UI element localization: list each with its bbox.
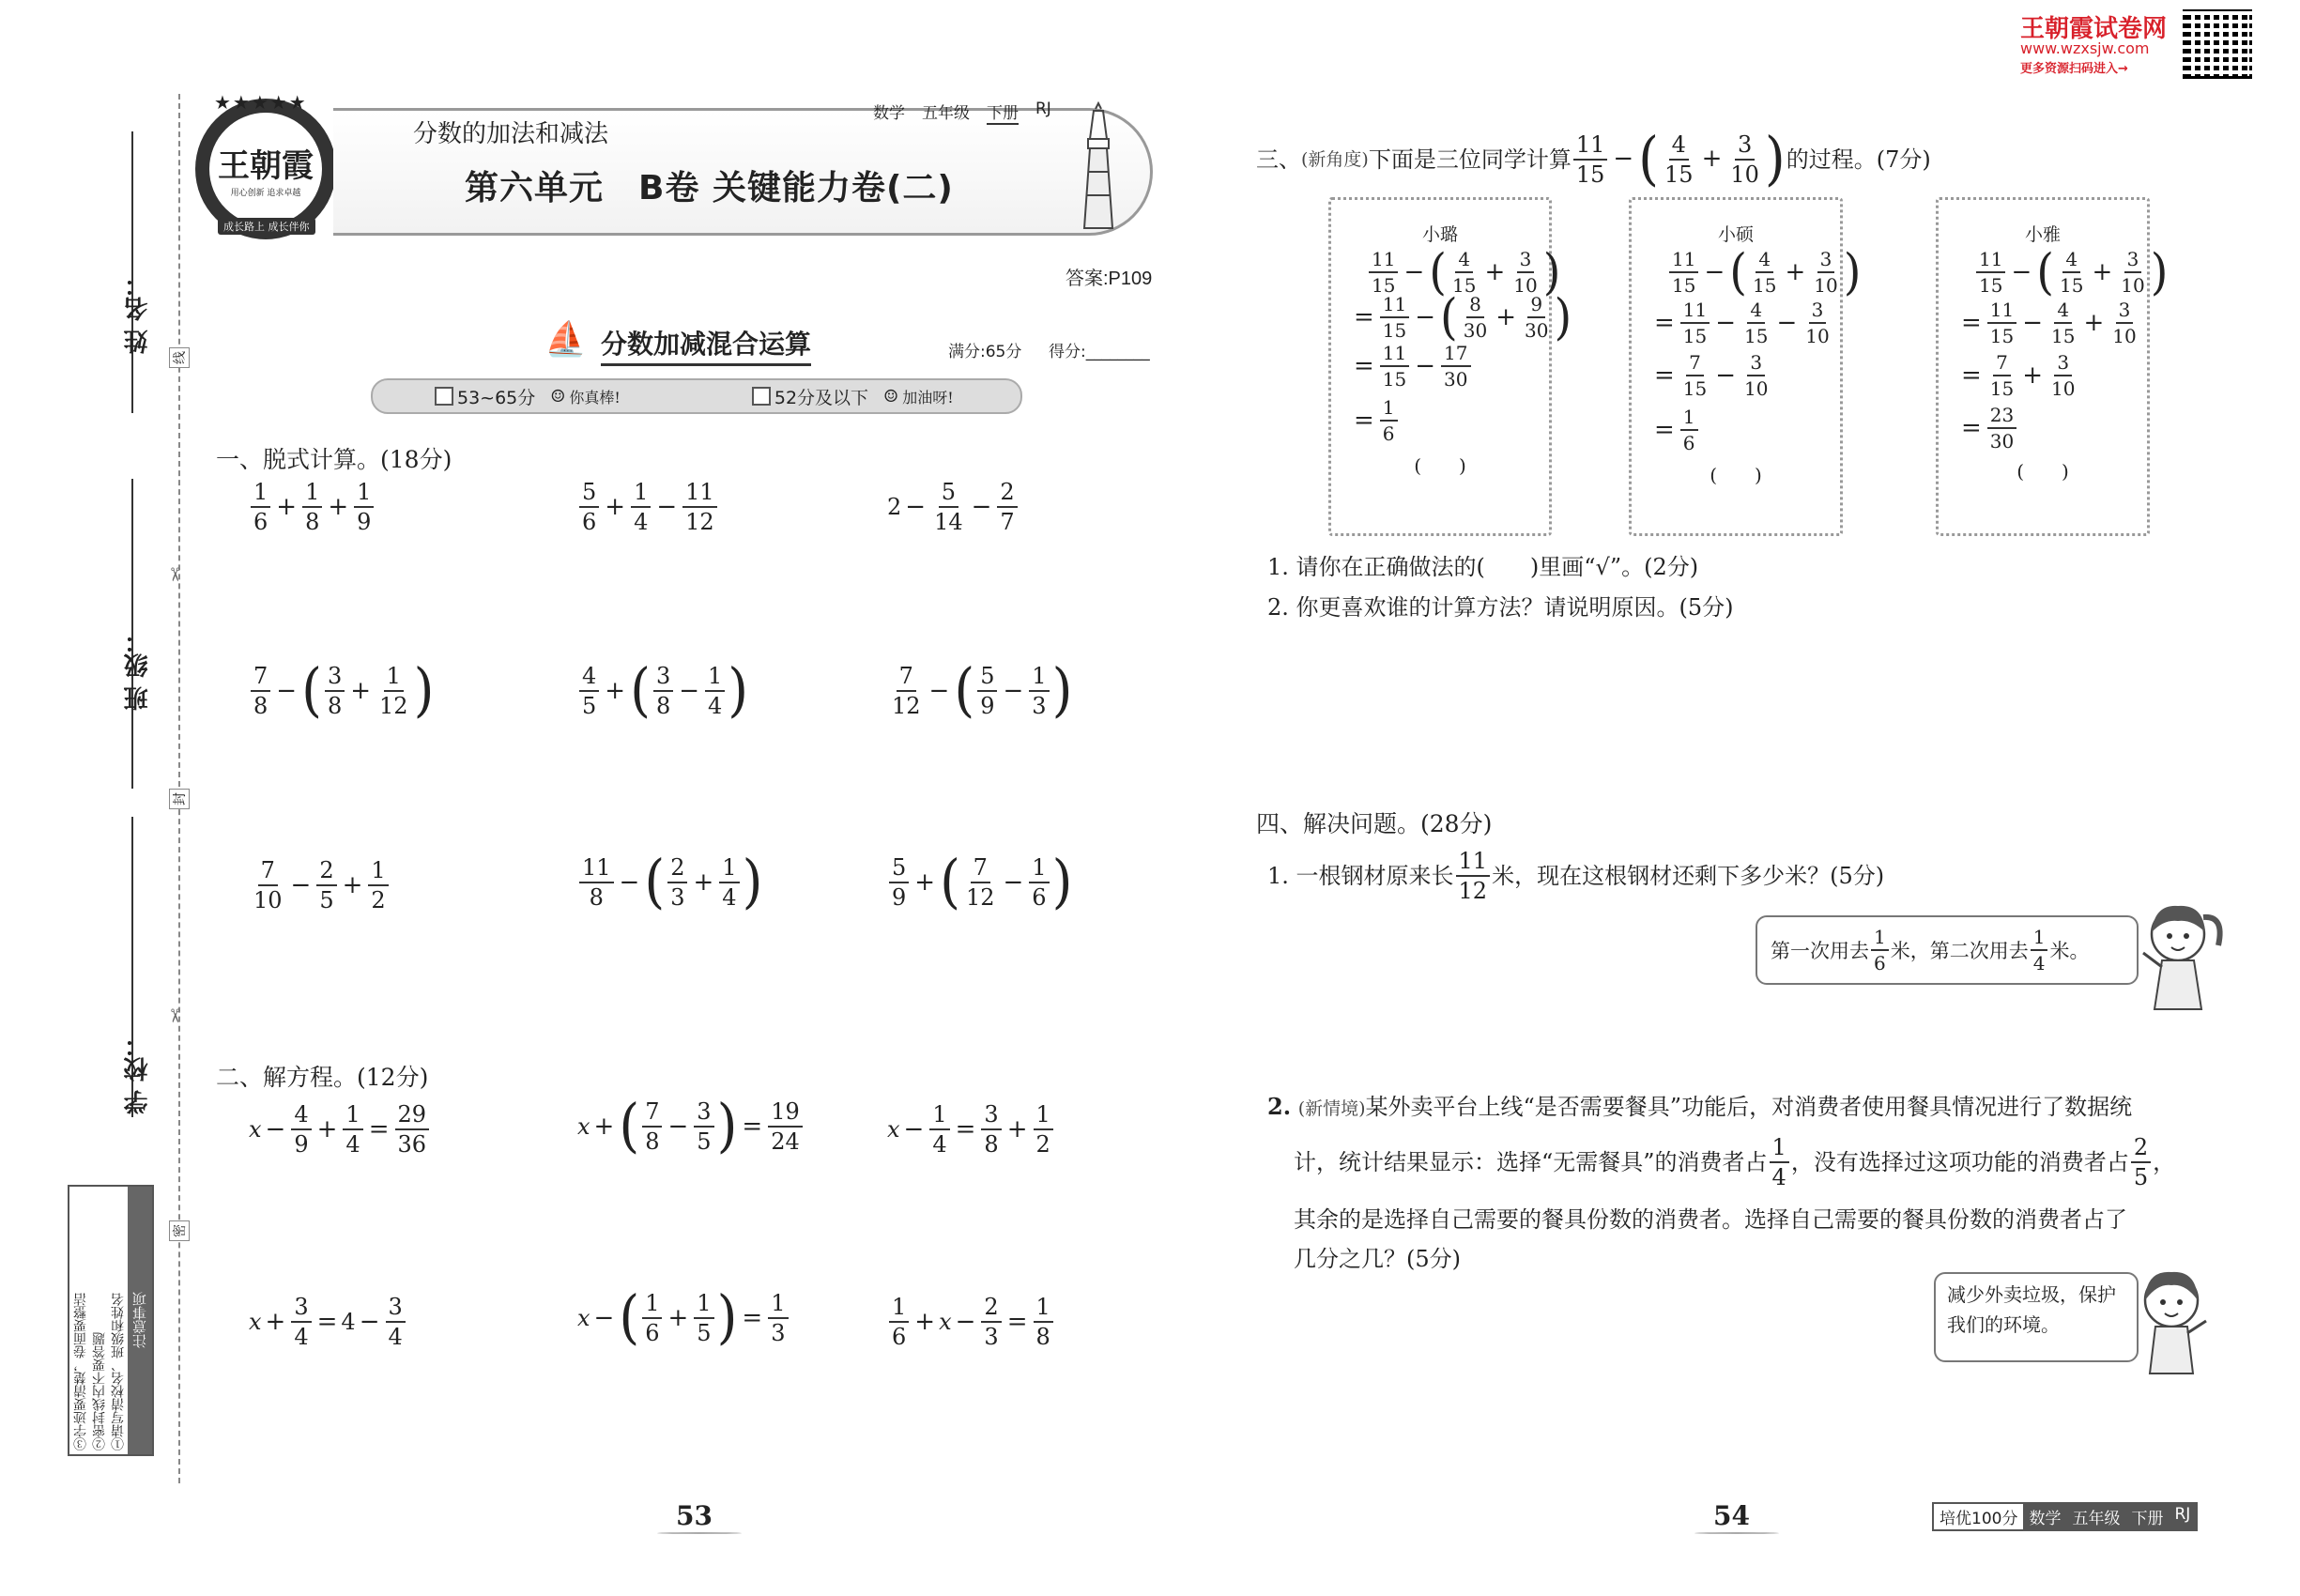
q4-p2-tag: (新情境) xyxy=(1297,1098,1366,1119)
note-item: ①请写清校名、班级和姓名 xyxy=(111,1293,126,1450)
rating-checkbox[interactable] xyxy=(435,387,453,406)
work-line: = $\frac{1}{6}$ xyxy=(1350,398,1549,443)
subject-tag: 下册 xyxy=(987,100,1019,125)
work-line: = $\frac{11}{15}$ − $\frac{4}{15}$ + $\frac{3}{10}$ xyxy=(1961,299,2137,347)
q4-p2-line4: 几分之几？(5分) xyxy=(1294,1246,1461,1272)
subject-tag: 五年级 xyxy=(922,104,970,123)
brand-url: www.wzxsjw.com xyxy=(2020,39,2150,57)
q4-p2-text: 某外卖平台上线“是否需要餐具”功能后，对消费者使用餐具情况进行了数据统 xyxy=(1365,1094,2133,1120)
bubble-text: 第一次用去 xyxy=(1771,940,1869,962)
answer-blank[interactable]: ( ) xyxy=(2016,460,2069,483)
brand-name: 王朝霞试卷网 xyxy=(2020,15,2168,43)
q1-expr: 7 10 − $\frac{2}{5}$ + $\frac{1}{2}$ xyxy=(249,859,391,912)
q2-equation: x + $\frac{3}{4}$ = 4 − $\frac{3}{4}$ xyxy=(249,1296,407,1348)
rating-b-text: 加油呀! xyxy=(902,388,954,407)
lighthouse-icon xyxy=(1075,101,1122,233)
binding-strip xyxy=(56,94,197,1502)
notes-box xyxy=(68,1185,154,1456)
q4-p2-line1 xyxy=(1267,1089,2132,1125)
q2-heading: 二、解方程。(12分) xyxy=(216,1064,429,1091)
subject-tag: RJ xyxy=(1035,100,1051,118)
q1-expr: 7 12 − ( 5 9 − $\frac{1}{3}$ ) xyxy=(892,656,1073,725)
q4-p2-text: ， xyxy=(2153,1148,2176,1175)
rating-checkbox[interactable] xyxy=(752,387,771,406)
smile-icon: ☺ xyxy=(883,386,899,407)
q1-expr: 5 6 + $\frac{1}{4}$ − $\frac{11}{12}$ xyxy=(577,481,719,533)
student-name: 小璐 xyxy=(1421,224,1458,245)
work-line: = $\frac{11}{15}$ − $\frac{17}{30}$ xyxy=(1350,344,1549,389)
q4-heading: 四、解决问题。(28分) xyxy=(1256,810,1493,837)
work-line: 11 15 − ( 4 15 + $\frac{3}{10}$ ) xyxy=(1367,250,1549,295)
q1-expr: 11 8 − ( 2 3 + $\frac{1}{4}$ ) xyxy=(577,856,763,909)
work-line: = $\frac{11}{15}$ − $\frac{4}{15}$ − $\frac{3}{10}$ xyxy=(1654,299,1830,347)
answer-blank[interactable]: ( ) xyxy=(1710,464,1762,486)
header-topic: 分数的加法和减法 xyxy=(413,120,609,148)
notes-title: 注意事项 xyxy=(128,1187,152,1454)
footer-tags xyxy=(1932,1502,2198,1531)
work-line: = $\frac{1}{6}$ xyxy=(1650,407,1840,453)
answer-blank[interactable]: ( ) xyxy=(1414,454,1466,477)
page-number-left: 53 xyxy=(676,1500,713,1531)
bubble-text: 米。 xyxy=(2049,940,2090,962)
logo-sub: 用心创新 追求卓越 xyxy=(230,189,301,198)
footer-tag: RJ xyxy=(2169,1504,2196,1529)
speech-bubble: 第一次用去 1 6 米，第二次用去 1 4 米。 xyxy=(1756,915,2139,985)
page-wave xyxy=(657,1532,742,1534)
q1-expr: 4 5 + ( 3 8 − $\frac{1}{4}$ ) xyxy=(577,665,749,717)
seal-char-secret: 密 xyxy=(169,1220,190,1241)
class-label: 班 级： xyxy=(124,629,152,712)
footer-tag: 数学 xyxy=(2023,1504,2066,1529)
name-label: 姓 名： xyxy=(124,272,152,355)
work-line: 11 15 − ( 4 15 + $\frac{3}{10}$ ) xyxy=(1667,250,1840,295)
work-line: = $\frac{11}{15}$ − ( 8 30 + $\frac{9}{30}$ ) xyxy=(1354,288,1572,346)
footer-tag: 五年级 xyxy=(2066,1504,2125,1529)
q4-p2-line2: 计，统计结果显示：选择“无需餐具”的消费者占 1 4 ，没有选择过这项功能的消费者占 2 5 ， xyxy=(1294,1134,2176,1190)
q3-text: 下面是三位同学计算 xyxy=(1368,146,1572,173)
q2-equation: x + ( 7 8 − $\frac{3}{5}$ ) = $\frac{19}{24}$ xyxy=(577,1100,805,1153)
q2-equation: 1 6 + x − $\frac{2}{3}$ = $\frac{1}{8}$ xyxy=(887,1296,1055,1348)
bubble-text: 米，第二次用去 xyxy=(1890,940,2029,962)
page-wave xyxy=(1694,1532,1779,1534)
q1-expr: 1 6 + $\frac{1}{8}$ + $\frac{1}{9}$ xyxy=(249,481,376,533)
q2-equation: x − $\frac{4}{9}$ + $\frac{1}{4}$ = $\frac{29}{36}$ xyxy=(249,1103,431,1156)
speech-bubble xyxy=(1934,1272,2139,1362)
subject-tags xyxy=(873,100,1051,125)
note-item: ②密封线内不要答题 xyxy=(92,1332,107,1450)
section-title: 分数加减混合运算 xyxy=(601,324,811,366)
work-line: = $\frac{7}{15}$ + $\frac{3}{10}$ xyxy=(1961,351,2076,400)
student-box-xiaoya xyxy=(1936,197,2169,536)
subject-tag: 数学 xyxy=(873,104,905,123)
note-item: ③字迹要清楚，卷面要整洁 xyxy=(73,1293,88,1450)
qr-code-icon[interactable] xyxy=(2183,9,2252,79)
student-name: 小雅 xyxy=(2024,224,2061,245)
logo-stars: ★★★★★ xyxy=(214,91,308,114)
q1-expr: 5 9 + ( 7 12 − $\frac{1}{6}$ ) xyxy=(887,856,1073,909)
girl-illustration xyxy=(2136,897,2230,1019)
work-line: = $\frac{7}{15}$ − $\frac{3}{10}$ xyxy=(1654,351,1769,400)
scissors-icon: ✂ xyxy=(163,1007,187,1024)
q4-p2-text: 计，统计结果显示：选择“无需餐具”的消费者占 xyxy=(1294,1148,1768,1175)
q4-p2-text: ，没有选择过这项功能的消费者占 xyxy=(1790,1148,2129,1175)
footer-tag: 下册 xyxy=(2125,1504,2169,1529)
q3-text: 的过程。(7分) xyxy=(1786,146,1931,173)
q4-p1-text: 1. 一根钢材原来长 xyxy=(1267,862,1454,889)
q3-sub2: 2. 你更喜欢谁的计算方法？请说明原因。(5分) xyxy=(1267,594,1734,621)
q1-expr: 7 8 − ( 3 8 + $\frac{1}{12}$ ) xyxy=(249,665,435,717)
student-name: 小硕 xyxy=(1717,224,1754,245)
q4-p1-text: 米，现在这根钢材还剩下多少米？(5分) xyxy=(1492,862,1885,889)
q2-equation: x − $\frac{1}{4}$ = $\frac{3}{8}$ + $\frac{1}{2}$ xyxy=(887,1103,1055,1156)
q4-p2-number: 2. xyxy=(1267,1093,1292,1120)
page-number-right: 54 xyxy=(1713,1500,1750,1531)
score-full: 满分:65分 xyxy=(948,343,1022,361)
sailboat-icon: ⛵ xyxy=(544,320,587,359)
rating-bar xyxy=(371,378,1022,414)
q1-heading: 一、脱式计算。(18分) xyxy=(216,446,452,473)
student-box-xiaoshuo xyxy=(1629,197,1862,536)
student-box-xiaolu xyxy=(1328,197,1572,536)
q1-expr: 2 − $\frac{5}{14}$ − $\frac{2}{7}$ xyxy=(887,481,1020,533)
q2-equation: x − ( 1 6 + $\frac{1}{5}$ ) = $\frac{1}{3}$ xyxy=(577,1292,790,1344)
q3-tag: (新角度) xyxy=(1301,148,1369,170)
brand-more: 更多资源扫码进入→ xyxy=(2020,62,2128,76)
q3-heading xyxy=(1256,125,1931,193)
girl-illustration xyxy=(2129,1263,2214,1380)
q3-sub1: 1. 请你在正确做法的( )里画“√”。(2分) xyxy=(1267,554,1699,580)
bubble-text: 减少外卖垃圾，保护我们的环境。 xyxy=(1947,1283,2116,1336)
rating-a-text: 你真棒! xyxy=(569,388,621,407)
seal-char-seal: 封 xyxy=(169,789,190,809)
score-got: 得分:________ xyxy=(1049,343,1150,361)
footer-tag: 培优100分 xyxy=(1934,1504,2023,1529)
q4-p2-line3: 其余的是选择自己需要的餐具份数的消费者。选择自己需要的餐具份数的消费者占了 xyxy=(1294,1206,2127,1233)
rating-a: 53~65分 xyxy=(457,387,536,408)
work-line: = $\frac{23}{30}$ xyxy=(1957,406,2147,451)
work-line: 11 15 − ( 4 15 + $\frac{3}{10}$ ) xyxy=(1974,250,2147,295)
rating-b: 52分及以下 xyxy=(774,387,869,408)
q3-expression: 11 15 − ( 4 15 + $\frac{3}{10}$ ) xyxy=(1572,133,1786,186)
q3-number: 三、 xyxy=(1256,146,1301,173)
scissors-icon: ✂ xyxy=(163,566,187,583)
page-title: 第六单元 B卷 关键能力卷(二) xyxy=(465,169,954,207)
school-label: 学 校： xyxy=(124,1033,152,1115)
answer-ref: 答案:P109 xyxy=(1066,269,1153,289)
seal-char-line: 线 xyxy=(169,347,190,368)
q4-p1: 1. 一根钢材原来长 11 12 米，现在这根钢材还剩下多少米？(5分) xyxy=(1267,848,1885,904)
logo-slogan: 成长路上 成长伴你 xyxy=(218,218,315,235)
logo-name: 王朝霞 xyxy=(218,147,314,185)
smile-icon: ☺ xyxy=(550,386,566,407)
